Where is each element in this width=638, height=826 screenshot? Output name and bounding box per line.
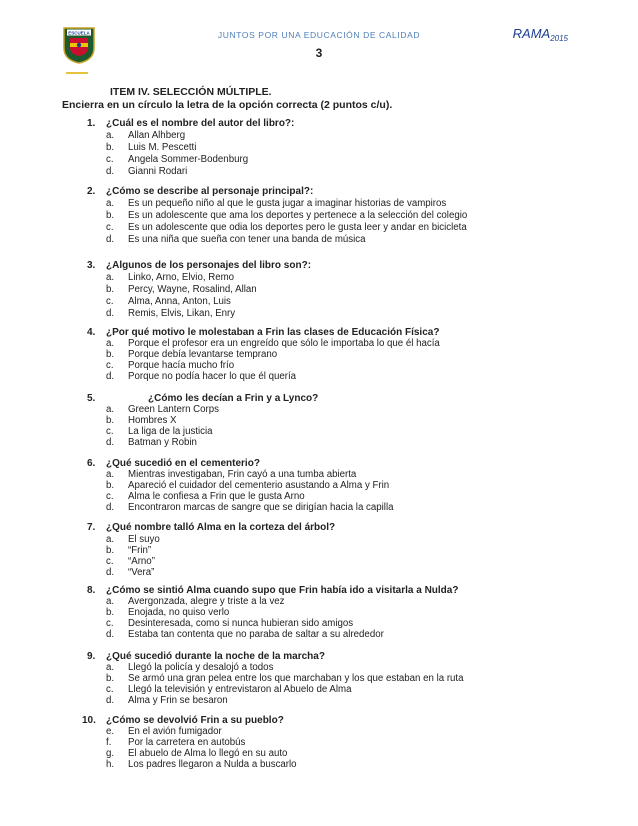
option-letter: b. (106, 607, 115, 618)
option-letter: c. (106, 154, 114, 165)
option-letter: b. (106, 284, 115, 295)
option-text: Llegó la policía y desalojó a todos (128, 662, 274, 673)
section-instructions: Encierra en un círculo la letra de la opción correcta (2 puntos c/u). (62, 99, 393, 111)
question-number: 10. (82, 715, 96, 726)
question-number: 4. (87, 327, 96, 338)
option-letter: b. (106, 349, 115, 360)
option-text: Estaba tan contenta que no paraba de saltar a su alrededor (128, 629, 384, 640)
option-text: El abuelo de Alma lo llegó en su auto (128, 748, 288, 759)
option-letter: d. (106, 567, 115, 578)
question-number: 8. (87, 585, 96, 596)
option-text: Luis M. Pescetti (128, 142, 197, 153)
header-brand (513, 26, 568, 43)
option-text: Porque no podía hacer lo que él quería (128, 371, 297, 382)
option-letter: c. (106, 556, 114, 567)
option-text: Enojada, no quiso verlo (128, 607, 230, 618)
option-text: Llegó la televisión y entrevistaron al Abuelo de Alma (128, 684, 352, 695)
option-text: Apareció el cuidador del cementerio asustando a Alma y Frin (128, 480, 390, 491)
question-number: 1. (87, 118, 96, 129)
option-letter: a. (106, 272, 115, 283)
option-letter: c. (106, 426, 114, 437)
option-text: Hombres X (128, 415, 177, 426)
option-text: Allan Alhberg (128, 130, 186, 141)
option-text: Gianni Rodari (128, 166, 188, 177)
question-text: ¿Algunos de los personajes del libro son?: (106, 260, 312, 271)
option-letter: c. (106, 618, 114, 629)
option-text: Alma, Anna, Anton, Luis (128, 296, 231, 307)
option-letter: b. (106, 673, 115, 684)
question-number: 5. (87, 393, 96, 404)
option-text: Desinteresada, como si nunca hubieran sido amigos (128, 618, 354, 629)
section-title: ITEM IV. SELECCIÓN MÚLTIPLE. (110, 86, 272, 98)
option-text: Los padres llegaron a Nulda a buscarlo (128, 759, 297, 770)
option-text: “Arno” (128, 556, 155, 567)
option-letter: c. (106, 222, 114, 233)
option-text: Alma y Frin se besaron (128, 695, 228, 706)
option-letter: c. (106, 491, 114, 502)
option-text: Alma le confiesa a Frin que le gusta Arno (128, 491, 305, 502)
option-letter: b. (106, 142, 115, 153)
option-text: “Vera” (128, 567, 155, 578)
option-text: Green Lantern Corps (128, 404, 220, 415)
option-text: Batman y Robin (128, 437, 197, 448)
question-text: ¿Qué sucedió en el cementerio? (106, 458, 260, 469)
logo-text: ESCUELA (68, 30, 90, 36)
option-letter: a. (106, 596, 115, 607)
question-text: ¿Cuál es el nombre del autor del libro?: (106, 118, 295, 129)
option-letter: c. (106, 684, 114, 695)
option-letter: a. (106, 404, 115, 415)
option-letter: f. (106, 737, 112, 748)
page-number: 3 (315, 46, 323, 60)
option-letter: c. (106, 296, 114, 307)
option-letter: a. (106, 662, 115, 673)
option-letter: d. (106, 629, 115, 640)
question-number: 2. (87, 186, 96, 197)
option-letter: d. (106, 502, 115, 513)
option-letter: b. (106, 545, 115, 556)
option-letter: d. (106, 308, 115, 319)
option-text: Linko, Arno, Elvio, Remo (128, 272, 235, 283)
option-text: La liga de la justicia (128, 426, 213, 437)
option-text: Porque el profesor era un engreído que sólo le importaba lo que él hacía (128, 338, 440, 349)
question-text: ¿Qué nombre talló Alma en la corteza del árbol? (106, 522, 336, 533)
option-letter: d. (106, 695, 115, 706)
option-letter: h. (106, 759, 115, 770)
question-text: ¿Por qué motivo le molestaban a Frin las clases de Educación Física? (106, 327, 440, 338)
option-letter: c. (106, 360, 114, 371)
option-text: Porque hacía mucho frío (128, 360, 235, 371)
question-number: 6. (87, 458, 96, 469)
brand-year: 2015 (550, 34, 568, 43)
option-text: Por la carretera en autobús (128, 737, 246, 748)
option-letter: b. (106, 210, 115, 221)
option-text: Avergonzada, alegre y triste a la vez (128, 596, 285, 607)
option-letter: d. (106, 166, 115, 177)
option-text: Encontraron marcas de sangre que se dirigían hacia la capilla (128, 502, 394, 513)
question-text: ¿Cómo se describe al personaje principal?: (106, 186, 314, 197)
header-motto: JUNTOS POR UNA EDUCACIÓN DE CALIDAD (217, 30, 421, 40)
question-text: ¿Cómo se devolvió Frin a su pueblo? (106, 715, 284, 726)
option-text: Es un pequeño niño al que le gusta jugar a imaginar historias de vampiros (128, 198, 447, 209)
option-text: Remis, Elvis, Likan, Enry (128, 308, 236, 319)
option-text: Es una niña que sueña con tener una banda de música (128, 234, 366, 245)
option-letter: a. (106, 469, 115, 480)
option-letter: b. (106, 480, 115, 491)
option-letter: d. (106, 437, 115, 448)
option-text: Porque debía levantarse temprano (128, 349, 278, 360)
option-letter: a. (106, 338, 115, 349)
brand-name: RAMA (512, 26, 551, 41)
question-number: 3. (87, 260, 96, 271)
option-letter: d. (106, 234, 115, 245)
question-number: 7. (87, 522, 96, 533)
question-number: 9. (87, 651, 96, 662)
option-letter: a. (106, 130, 115, 141)
question-text: ¿Cómo les decían a Frin y a Lynco? (148, 393, 319, 404)
option-text: En el avión fumigador (128, 726, 222, 737)
option-text: El suyo (128, 534, 160, 545)
option-text: Angela Sommer-Bodenburg (128, 154, 249, 165)
option-letter: a. (106, 534, 115, 545)
option-letter: b. (106, 415, 115, 426)
question-text: ¿Qué sucedió durante la noche de la marcha? (106, 651, 325, 662)
option-text: Es un adolescente que odia los deportes pero le gusta leer y andar en bicicleta (128, 222, 467, 233)
decorative-underline (66, 72, 88, 74)
option-text: Percy, Wayne, Rosalind, Allan (128, 284, 257, 295)
option-letter: e. (106, 726, 115, 737)
option-letter: a. (106, 198, 115, 209)
option-text: Se armó una gran pelea entre los que marchaban y los que estaban en la ruta (128, 673, 464, 684)
question-text: ¿Cómo se sintió Alma cuando supo que Frin había ido a visitarla a Nulda? (106, 585, 459, 596)
option-text: Mientras investigaban, Frin cayó a una tumba abierta (128, 469, 357, 480)
option-letter: d. (106, 371, 115, 382)
option-text: Es un adolescente que ama los deportes y pertenece a la selección del colegio (128, 210, 468, 221)
option-letter: g. (106, 748, 115, 759)
option-text: “Frin” (128, 545, 152, 556)
